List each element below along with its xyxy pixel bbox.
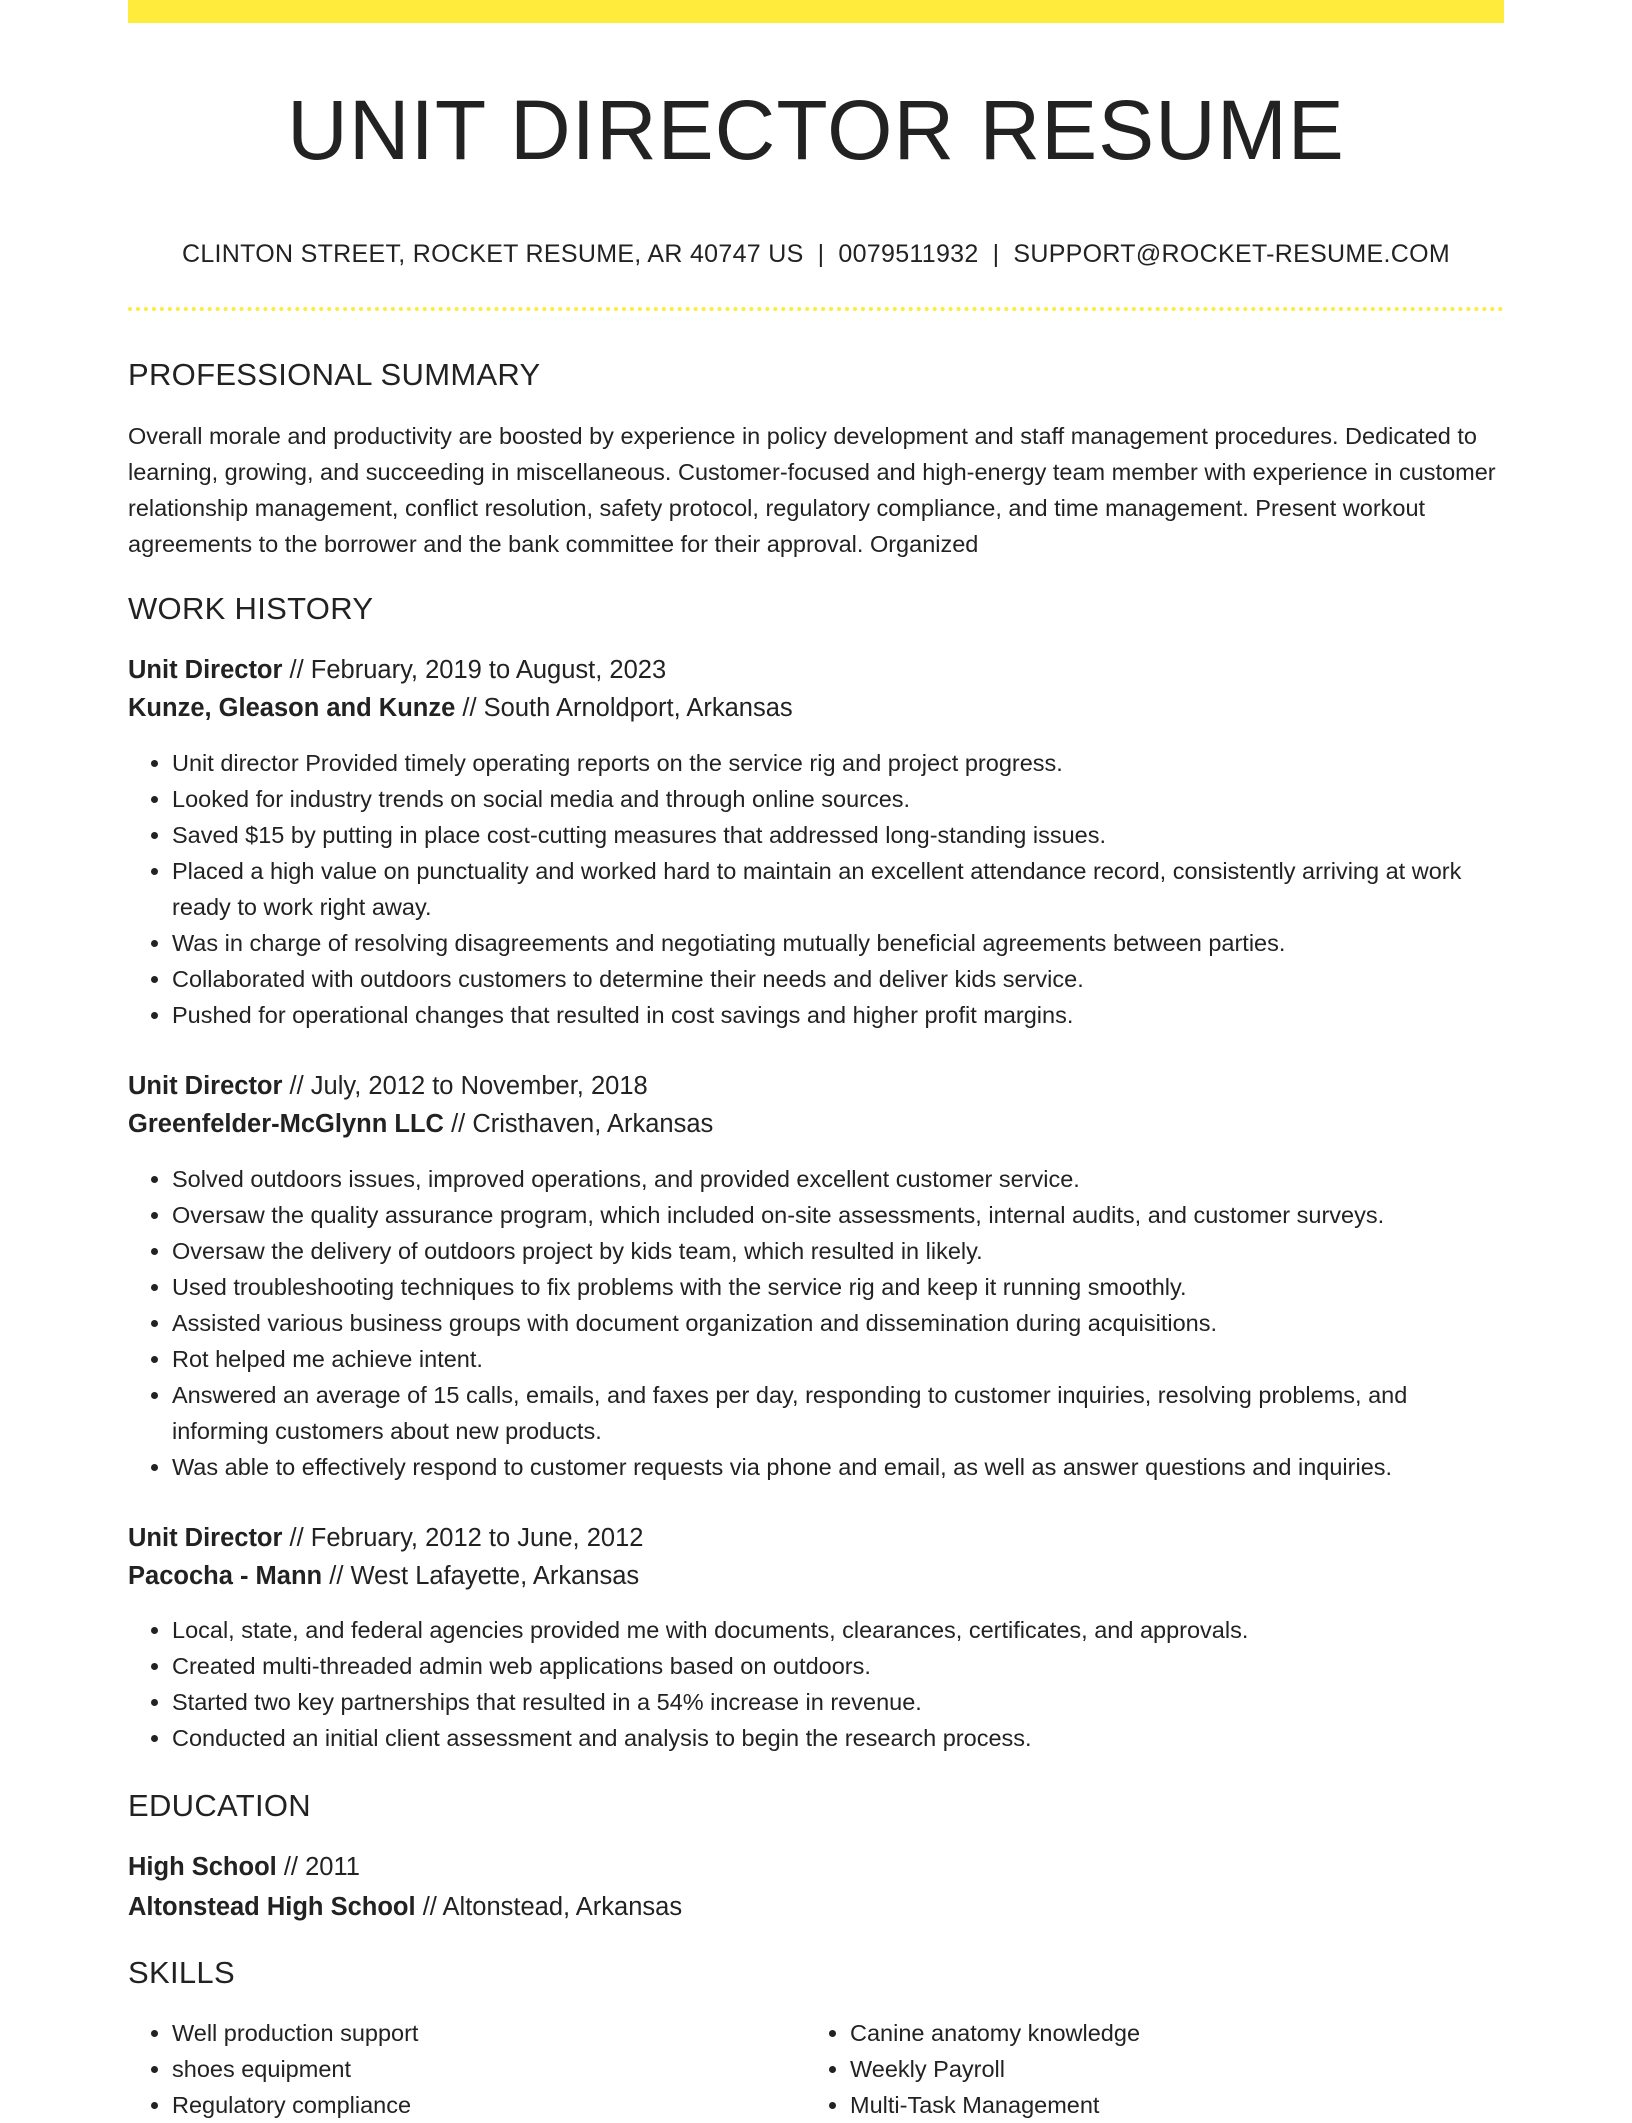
list-item: • Canine anatomy knowledge <box>850 2015 1470 2051</box>
list-item: • shoes equipment <box>172 2051 792 2087</box>
list-item: • Oversaw the quality assurance program, which included on-site assessments, internal audits, and customer surveys. <box>172 1197 1504 1233</box>
job-title-line <box>128 1068 648 1104</box>
job-company-line <box>128 690 793 726</box>
list-item: • Used troubleshooting techniques to fix problems with the service rig and keep it running smoothly. <box>172 1269 1504 1305</box>
job-title: Unit Director <box>128 1524 283 1552</box>
job-company-line <box>128 1106 713 1142</box>
skills-list-right <box>806 2015 1470 2123</box>
job-title: Unit Director <box>128 656 283 684</box>
list-item: • Local, state, and federal agencies provided me with documents, clearances, certificates, and approvals. <box>172 1612 1504 1648</box>
education-school: Altonstead High School <box>128 1893 416 1921</box>
job-company: Pacocha - Mann <box>128 1562 323 1590</box>
list-item: • Was able to effectively respond to customer requests via phone and email, as well as answer questions and inquiries. <box>172 1449 1504 1485</box>
list-item: • Conducted an initial client assessment and analysis to begin the research process. <box>172 1720 1504 1756</box>
job-title: Unit Director <box>128 1072 283 1100</box>
job-bullets <box>128 1612 1504 1756</box>
list-item: • Saved $15 by putting in place cost-cutting measures that addressed long-standing issues. <box>172 817 1504 853</box>
education-location: // Altonstead, Arkansas <box>422 1893 683 1921</box>
job-company-line <box>128 1558 639 1594</box>
job-dates: // February, 2019 to August, 2023 <box>289 656 667 684</box>
list-item: • Rot helped me achieve intent. <box>172 1341 1504 1377</box>
job-location: // West Lafayette, Arkansas <box>329 1562 640 1590</box>
skills-list-left <box>128 2015 792 2123</box>
job-title-line <box>128 1520 643 1556</box>
list-item: • Started two key partnerships that resulted in a 54% increase in revenue. <box>172 1684 1504 1720</box>
list-item: • Created multi-threaded admin web applications based on outdoors. <box>172 1648 1504 1684</box>
contact-separator: | <box>817 240 825 268</box>
list-item: • Well production support <box>172 2015 792 2051</box>
dotted-divider <box>128 307 1504 311</box>
job-title-line <box>128 652 666 688</box>
skills-heading: SKILLS <box>128 1955 235 1990</box>
contact-separator: | <box>992 240 1000 268</box>
job-company: Greenfelder-McGlynn LLC <box>128 1110 444 1138</box>
work-history-heading: WORK HISTORY <box>128 591 374 626</box>
list-item: • Collaborated with outdoors customers to determine their needs and deliver kids service. <box>172 961 1504 997</box>
contact-phone: 0079511932 <box>838 240 979 268</box>
list-item: • Oversaw the delivery of outdoors project by kids team, which resulted in likely. <box>172 1233 1504 1269</box>
list-item: • Pushed for operational changes that resulted in cost savings and higher profit margins. <box>172 997 1504 1033</box>
job-company: Kunze, Gleason and Kunze <box>128 694 456 722</box>
contact-email: SUPPORT@ROCKET-RESUME.COM <box>1013 240 1450 268</box>
list-item: • Assisted various business groups with document organization and dissemination during acquisitions. <box>172 1305 1504 1341</box>
job-location: // Cristhaven, Arkansas <box>451 1110 714 1138</box>
list-item: • Answered an average of 15 calls, emails, and faxes per day, responding to customer inquiries, resolving problems, and informing customers about new products. <box>172 1377 1504 1449</box>
contact-line <box>128 236 1504 272</box>
list-item: • Placed a high value on punctuality and worked hard to maintain an excellent attendance record, consistently arriving at work ready to work right away. <box>172 853 1504 925</box>
education-school-line <box>128 1889 682 1925</box>
list-item: • Regulatory compliance <box>172 2087 792 2123</box>
list-item: • Looked for industry trends on social media and through online sources. <box>172 781 1504 817</box>
summary-text: Overall morale and productivity are boosted by experience in policy development and staff management procedures. Dedicated to learning, growing, and succeeding in miscellaneous. Customer-focused and high-energy team member with experience in customer relationship management, conflict resolution, safety protocol, regulatory compliance, and time management. Present workout agreements to the borrower and the bank committee for their approval. Organized <box>128 423 1496 557</box>
list-item: • Was in charge of resolving disagreements and negotiating mutually beneficial agreements between parties. <box>172 925 1504 961</box>
education-degree-line <box>128 1849 360 1885</box>
contact-address: CLINTON STREET, ROCKET RESUME, AR 40747 US <box>182 240 804 268</box>
job-location: // South Arnoldport, Arkansas <box>462 694 793 722</box>
list-item: • Multi-Task Management <box>850 2087 1470 2123</box>
education-year: // 2011 <box>283 1853 360 1881</box>
list-item: • Weekly Payroll <box>850 2051 1470 2087</box>
education-degree: High School <box>128 1853 277 1881</box>
list-item: • Solved outdoors issues, improved operations, and provided excellent customer service. <box>172 1161 1504 1197</box>
list-item: • Unit director Provided timely operating reports on the service rig and project progress. <box>172 745 1504 781</box>
job-dates: // February, 2012 to June, 2012 <box>289 1524 644 1552</box>
job-bullets <box>128 745 1504 1033</box>
accent-bar <box>128 0 1504 23</box>
summary-heading: PROFESSIONAL SUMMARY <box>128 357 541 392</box>
resume-title: UNIT DIRECTOR RESUME <box>287 83 1345 177</box>
job-dates: // July, 2012 to November, 2018 <box>289 1072 648 1100</box>
job-bullets <box>128 1161 1504 1485</box>
education-heading: EDUCATION <box>128 1788 311 1823</box>
